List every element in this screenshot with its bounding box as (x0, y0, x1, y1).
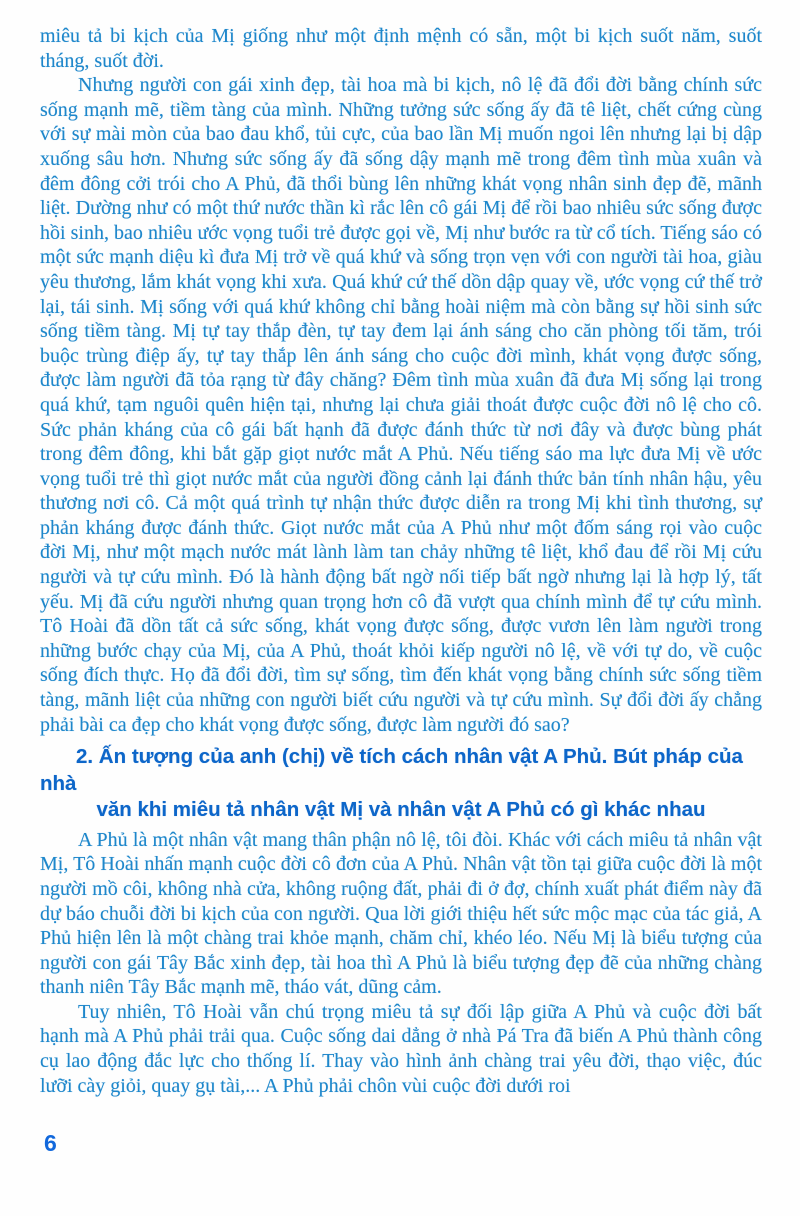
paragraph-continued-from-previous-page: miêu tả bi kịch của Mị giống như một định mệnh có sẵn, một bi kịch suốt năm, suốt tháng, suốt đời. (40, 25, 762, 72)
paragraph-mi-vitality-analysis: Nhưng người con gái xinh đẹp, tài hoa mà bi kịch, nô lệ đã đổi đời bằng chính sức sống mạnh mẽ, tiềm tàng của mình. Những tưởng sức sống ấy đã tê liệt, chết cứng cùng với sự mài mòn của bao đau khổ, tủi cực, của bao lần Mị muốn ngoi lên nhưng lại bị dập xuống sâu hơn. Nhưng sức sống ấy đã sống dậy mạnh mẽ trong đêm tình mùa xuân và đêm đông cởi trói cho A Phủ, đã thổi bùng lên những khát vọng nhân sinh đẹp đẽ, mãnh liệt. Dường như có một thứ nước thần kì rắc lên cô gái Mị để rồi bao nhiêu sức sống được hồi sinh, bao nhiêu ước vọng tuổi trẻ được gọi về, Mị như bước ra từ cổ tích. Tiếng sáo có một sức mạnh diệu kì đưa Mị trở về quá khứ và sống trọn vẹn với con người tài hoa, giàu yêu thương, lắm khát vọng khi xưa. Quá khứ cứ thế dồn dập quay về, ước vọng cứ thế trở lại, tái sinh. Mị sống với quá khứ không chỉ bằng hoài niệm mà còn bằng sự hồi sinh sức sống tiềm tàng. Mị tự tay thắp đèn, tự tay đem lại ánh sáng cho căn phòng tối tăm, trói buộc trùng điệp ấy, tự tay thắp lên ánh sáng cho cuộc đời mình, khát vọng được sống, được làm người đã tỏa rạng từ đây chăng? Đêm tình mùa xuân đã đưa Mị sống lại trong quá khứ, tạm nguôi quên hiện tại, nhưng lại chưa giải thoát được cuộc đời nô lệ cho cô. Sức phản kháng của cô gái bất hạnh đã được đánh thức từ nơi đây và được bùng phát trong đêm đông, khi bắt gặp giọt nước mắt A Phủ. Nếu tiếng sáo ma lực đưa Mị về ước vọng tuổi trẻ thì giọt nước mắt của người đồng cảnh lại đánh thức bản tính nhân hậu, yêu thương nơi cô. Cả một quá trình tự nhận thức được diễn ra trong Mị khi tình thương, sự phản kháng được đánh thức. Giọt nước mắt của A Phủ như một đốm sáng rọi vào cuộc đời Mị, như một mạch nước mát lành làm tan chảy những tê liệt, khổ đau để rồi Mị cứu người và tự cứu mình. Đó là hành động bất ngờ nối tiếp bất ngờ nhưng lại là hợp lý, tất yếu. Mị đã cứu người nhưng quan trọng hơn cô đã vượt qua chính mình để tự cứu mình. Tô Hoài đã dồn tất cả sức sống, khát vọng được sống, được vươn lên làm người trong những bước chạy của Mị, của A Phủ, thoát khỏi kiếp người nô lệ, về với tự do, về cuộc sống đích thực. Họ đã đổi đời, tìm sự sống, tìm đến khát vọng bằng chính sức sống tiềm tàng, mãnh liệt của những con người biết cứu người và tự cứu mình. Sự đổi đời ấy chẳng phải bài ca đẹp cho khát vọng được sống, được làm người đó sao? (40, 74, 762, 736)
paragraph-aphu-introduction: A Phủ là một nhân vật mang thân phận nô lệ, tôi đòi. Khác với cách miêu tả nhân vật Mị, Tô Hoài nhấn mạnh cuộc đời cô đơn của A Phủ. Nhân vật tồn tại giữa cuộc đời là một người mồ côi, không nhà cửa, không ruộng đất, phải đi ở đợ, chính xuất phát điểm này đã dự báo chuỗi đời bi kịch của con người. Qua lời giới thiệu hết sức mộc mạc của tác giả, A Phủ hiện lên là một chàng trai khỏe mạnh, chăm chỉ, khéo léo. Nếu Mị là biểu tượng của người con gái Tây Bắc xinh đẹp, tài hoa thì A Phủ là biểu tượng đẹp đẽ của những chàng thanh niên Tây Bắc mạnh mẽ, tháo vát, dũng cảm. (40, 828, 762, 999)
page-number: 6 (44, 1130, 57, 1156)
paragraph-aphu-contrast: Tuy nhiên, Tô Hoài vẫn chú trọng miêu tả sự đối lập giữa A Phủ và cuộc đời bất hạnh mà A Phủ phải trải qua. Cuộc sống dai dẳng ở nhà Pá Tra đã biến A Phủ thành công cụ lao động đắc lực cho thống lí. Thay vào hình ảnh chàng trai yêu đời, thạo việc, đúc lưỡi cày giỏi, quay gụ tài,... A Phủ phải chôn vùi cuộc đời dưới roi (40, 1000, 762, 1097)
question-2-heading-line2: văn khi miêu tả nhân vật Mị và nhân vật A Phủ có gì khác nhau (96, 798, 706, 822)
question-2-heading-line1: 2. Ấn tượng của anh (chị) về tích cách nhân vật A Phủ. Bút pháp của nhà (40, 745, 743, 795)
question-2-heading (40, 744, 762, 824)
document-page-text (40, 24, 762, 1098)
